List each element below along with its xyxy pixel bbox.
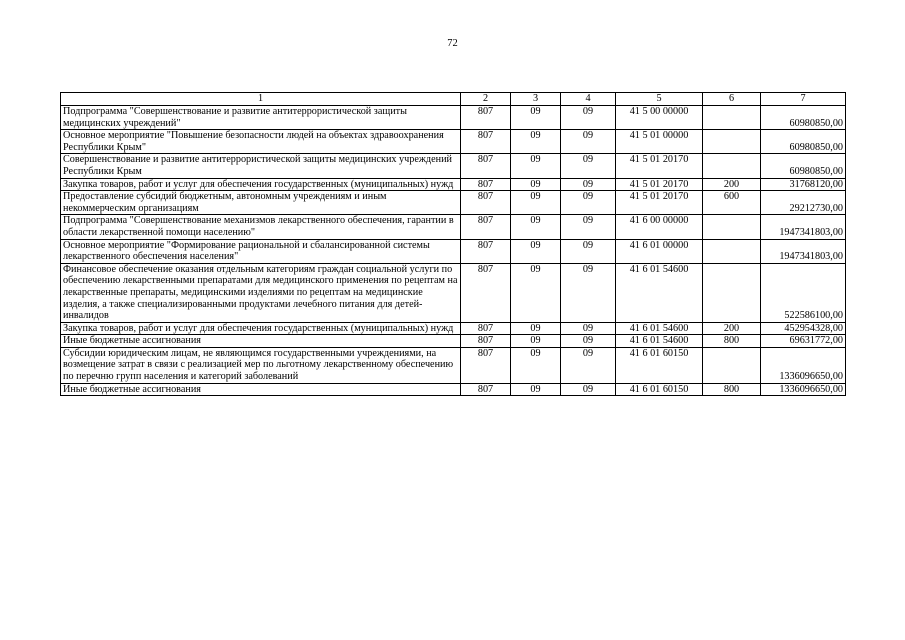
table-row (61, 383, 846, 396)
ministry-code-cell: 807 (461, 335, 511, 348)
expense-type-cell (703, 347, 761, 383)
target-article-cell: 41 5 01 20170 (616, 191, 703, 215)
expense-type-cell (703, 263, 761, 322)
target-article-cell: 41 6 00 00000 (616, 215, 703, 239)
target-article-cell: 41 6 01 54600 (616, 335, 703, 348)
page-number: 72 (447, 38, 458, 49)
table-row (61, 335, 846, 348)
row-name-cell: Закупка товаров, работ и услуг для обеспечения государственных (муниципальных) нужд (61, 178, 461, 191)
subsection-code-cell: 09 (561, 154, 616, 178)
expense-type-cell (703, 215, 761, 239)
row-name-cell: Финансовое обеспечение оказания отдельным категориям граждан социальной услуги по обеспечению лекарственными препаратами для медицинского применения по рецептам на лекарственные препараты, медицинскими изделиями по рецептам на медицинские изделия, а также специализированными продуктами лечебного питания для детей-инвалидов (61, 263, 461, 322)
table-row (61, 106, 846, 130)
column-header: 6 (703, 93, 761, 106)
amount-cell: 60980850,00 (761, 130, 846, 154)
column-header: 5 (616, 93, 703, 106)
table-row (61, 239, 846, 263)
row-name-cell: Совершенствование и развитие антитеррористической защиты медицинских учреждений Республики Крым (61, 154, 461, 178)
section-code-cell: 09 (511, 347, 561, 383)
section-code-cell: 09 (511, 335, 561, 348)
section-code-cell: 09 (511, 191, 561, 215)
expense-type-cell: 200 (703, 322, 761, 335)
subsection-code-cell: 09 (561, 335, 616, 348)
table-row (61, 191, 846, 215)
amount-cell: 1336096650,00 (761, 383, 846, 396)
target-article-cell: 41 5 01 20170 (616, 154, 703, 178)
amount-cell: 1947341803,00 (761, 215, 846, 239)
subsection-code-cell: 09 (561, 322, 616, 335)
subsection-code-cell: 09 (561, 383, 616, 396)
target-article-cell: 41 5 01 00000 (616, 130, 703, 154)
target-article-cell: 41 5 01 20170 (616, 178, 703, 191)
table-row (61, 263, 846, 322)
section-code-cell: 09 (511, 383, 561, 396)
table-row (61, 154, 846, 178)
target-article-cell: 41 6 01 60150 (616, 383, 703, 396)
amount-cell: 1336096650,00 (761, 347, 846, 383)
expense-type-cell: 600 (703, 191, 761, 215)
column-header: 1 (61, 93, 461, 106)
target-article-cell: 41 6 01 60150 (616, 347, 703, 383)
ministry-code-cell: 807 (461, 154, 511, 178)
ministry-code-cell: 807 (461, 383, 511, 396)
subsection-code-cell: 09 (561, 347, 616, 383)
budget-table (60, 92, 846, 396)
target-article-cell: 41 6 01 54600 (616, 322, 703, 335)
subsection-code-cell: 09 (561, 239, 616, 263)
section-code-cell: 09 (511, 154, 561, 178)
table-body (61, 106, 846, 396)
section-code-cell: 09 (511, 215, 561, 239)
expense-type-cell: 800 (703, 383, 761, 396)
column-header: 7 (761, 93, 846, 106)
amount-cell: 69631772,00 (761, 335, 846, 348)
row-name-cell: Основное мероприятие "Повышение безопасности людей на объектах здравоохранения Республики Крым" (61, 130, 461, 154)
subsection-code-cell: 09 (561, 130, 616, 154)
expense-type-cell (703, 239, 761, 263)
section-code-cell: 09 (511, 239, 561, 263)
expense-type-cell (703, 130, 761, 154)
amount-cell: 60980850,00 (761, 106, 846, 130)
row-name-cell: Предоставление субсидий бюджетным, автономным учреждениям и иным некоммерческим организациям (61, 191, 461, 215)
ministry-code-cell: 807 (461, 130, 511, 154)
row-name-cell: Закупка товаров, работ и услуг для обеспечения государственных (муниципальных) нужд (61, 322, 461, 335)
table-row (61, 322, 846, 335)
ministry-code-cell: 807 (461, 178, 511, 191)
ministry-code-cell: 807 (461, 322, 511, 335)
target-article-cell: 41 6 01 00000 (616, 239, 703, 263)
amount-cell: 60980850,00 (761, 154, 846, 178)
row-name-cell: Иные бюджетные ассигнования (61, 383, 461, 396)
subsection-code-cell: 09 (561, 106, 616, 130)
amount-cell: 1947341803,00 (761, 239, 846, 263)
section-code-cell: 09 (511, 130, 561, 154)
expense-type-cell (703, 106, 761, 130)
row-name-cell: Подпрограмма "Совершенствование механизмов лекарственного обеспечения, гарантии в области лекарственной помощи населению" (61, 215, 461, 239)
table-row (61, 130, 846, 154)
ministry-code-cell: 807 (461, 191, 511, 215)
target-article-cell: 41 5 00 00000 (616, 106, 703, 130)
row-name-cell: Подпрограмма "Совершенствование и развитие антитеррористической защиты медицинских учреждений" (61, 106, 461, 130)
ministry-code-cell: 807 (461, 239, 511, 263)
ministry-code-cell: 807 (461, 106, 511, 130)
target-article-cell: 41 6 01 54600 (616, 263, 703, 322)
column-header: 2 (461, 93, 511, 106)
section-code-cell: 09 (511, 322, 561, 335)
subsection-code-cell: 09 (561, 215, 616, 239)
column-header: 3 (511, 93, 561, 106)
ministry-code-cell: 807 (461, 263, 511, 322)
ministry-code-cell: 807 (461, 347, 511, 383)
row-name-cell: Субсидии юридическим лицам, не являющимся государственными учреждениями, на возмещение затрат в связи с реализацией мер по льготному лекарственному обеспечению по перечню групп населения и категорий заболеваний (61, 347, 461, 383)
row-name-cell: Иные бюджетные ассигнования (61, 335, 461, 348)
table-row (61, 215, 846, 239)
amount-cell: 29212730,00 (761, 191, 846, 215)
subsection-code-cell: 09 (561, 191, 616, 215)
amount-cell: 452954328,00 (761, 322, 846, 335)
amount-cell: 31768120,00 (761, 178, 846, 191)
table-row (61, 178, 846, 191)
expense-type-cell: 800 (703, 335, 761, 348)
section-code-cell: 09 (511, 178, 561, 191)
row-name-cell: Основное мероприятие "Формирование рациональной и сбалансированной системы лекарственного обеспечения населения" (61, 239, 461, 263)
table-row (61, 347, 846, 383)
ministry-code-cell: 807 (461, 215, 511, 239)
amount-cell: 522586100,00 (761, 263, 846, 322)
column-header: 4 (561, 93, 616, 106)
table-header-row (61, 93, 846, 106)
section-code-cell: 09 (511, 106, 561, 130)
subsection-code-cell: 09 (561, 178, 616, 191)
expense-type-cell: 200 (703, 178, 761, 191)
expense-type-cell (703, 154, 761, 178)
subsection-code-cell: 09 (561, 263, 616, 322)
section-code-cell: 09 (511, 263, 561, 322)
